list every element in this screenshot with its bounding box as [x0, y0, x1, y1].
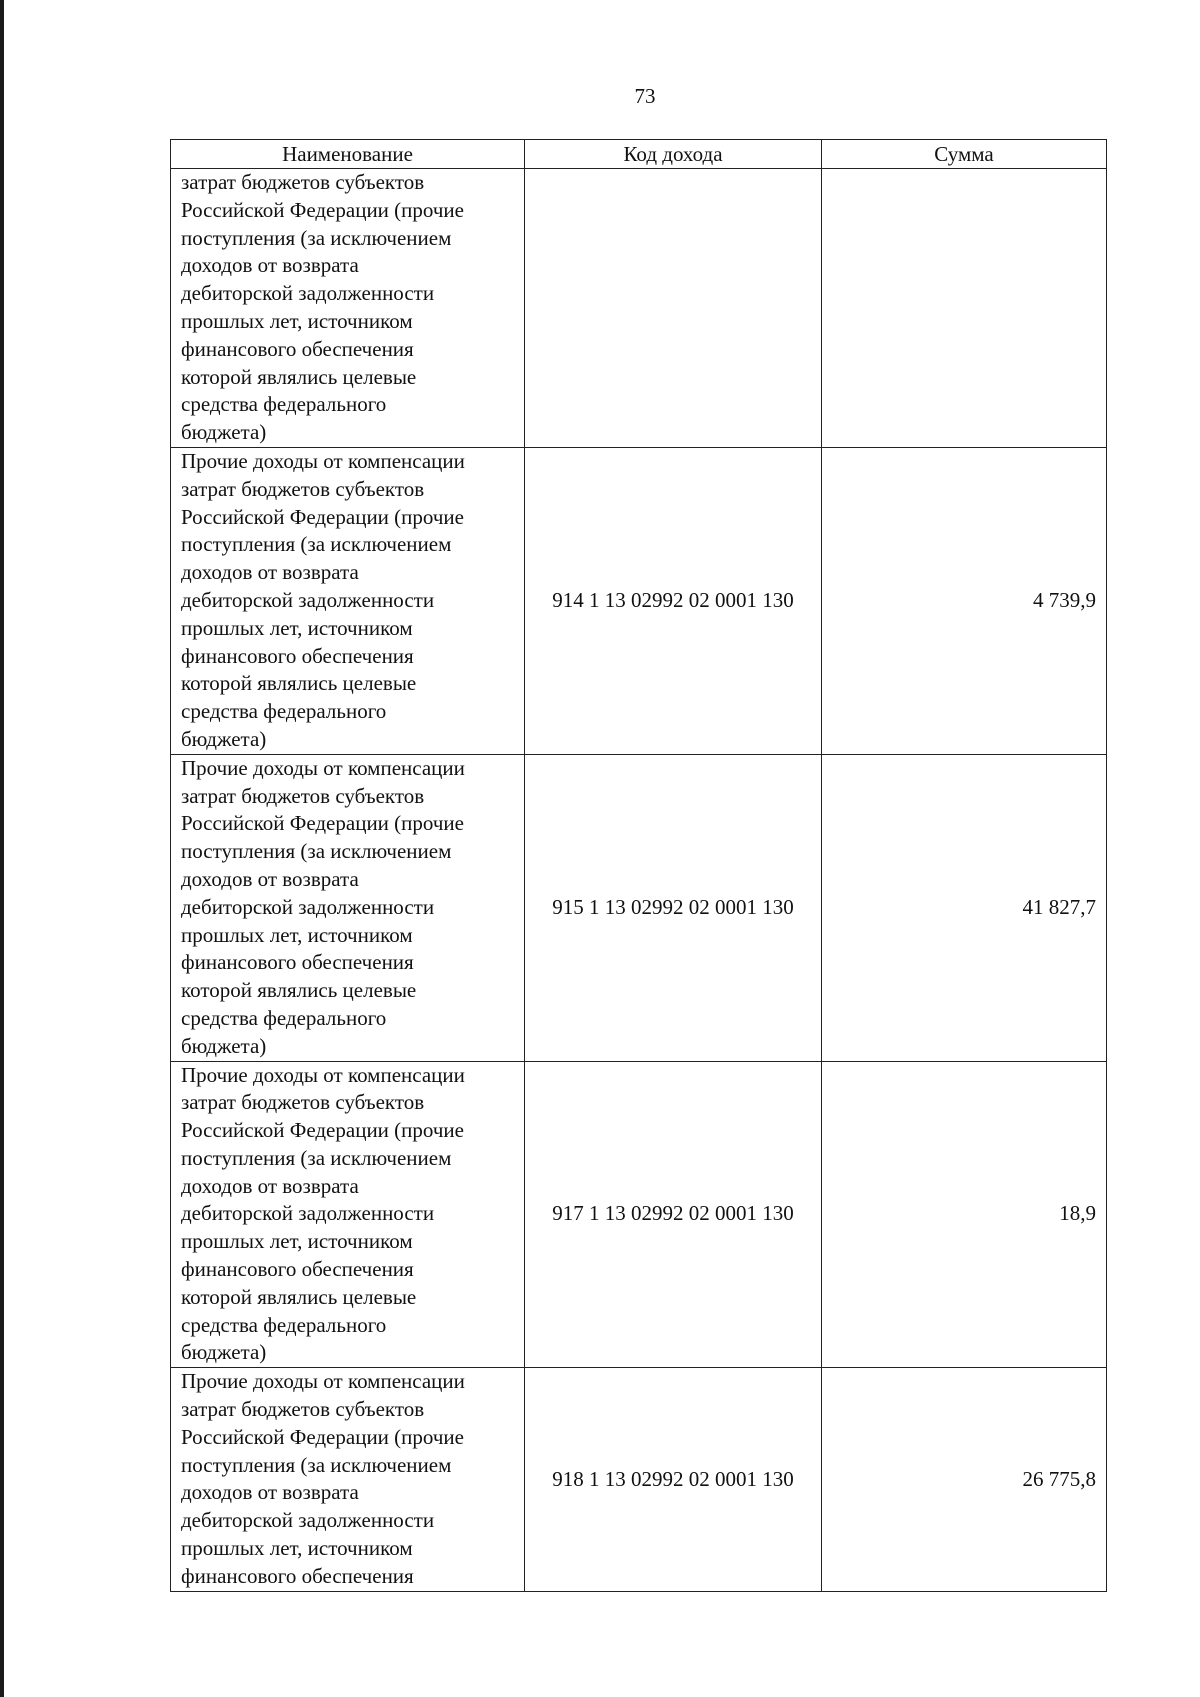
- revenue-name-line: средства федерального: [181, 1312, 387, 1337]
- revenue-sum-cell: 41 827,7: [822, 754, 1107, 1061]
- table-header-row: [171, 140, 1107, 169]
- revenue-sum-cell: [822, 169, 1107, 448]
- revenue-name-line: прошлых лет, источником: [181, 615, 413, 640]
- revenue-name-line: финансового обеспечения: [181, 950, 414, 975]
- revenue-name-line: доходов от возврата: [181, 1173, 359, 1198]
- revenue-name-line: прошлых лет, источником: [181, 1229, 413, 1254]
- page-number: 73: [634, 84, 656, 108]
- revenue-name-line: Российской Федерации (прочие: [181, 197, 464, 222]
- revenue-name-line: затрат бюджетов субъектов: [181, 1397, 425, 1422]
- revenue-name-line: поступления (за исключением: [181, 225, 452, 250]
- revenue-name-line: поступления (за исключением: [181, 1452, 452, 1477]
- revenue-name-line: Прочие доходы от компенсации: [181, 448, 465, 473]
- revenue-name-line: дебиторской задолженности: [181, 1201, 435, 1226]
- revenue-name-line: финансового обеспечения: [181, 1563, 414, 1588]
- revenue-name-cell: [171, 1368, 525, 1591]
- revenue-name-line: прошлых лет, источником: [181, 922, 413, 947]
- revenue-code-cell: 914 1 13 02992 02 0001 130: [525, 447, 822, 754]
- revenue-name-cell: [171, 1061, 525, 1368]
- revenue-name-line: средства федерального: [181, 392, 387, 417]
- revenue-name-line: затрат бюджетов субъектов: [181, 170, 425, 194]
- revenue-name-line: Российской Федерации (прочие: [181, 1118, 464, 1143]
- revenue-name-line: доходов от возврата: [181, 560, 359, 585]
- revenue-name-line: дебиторской задолженности: [181, 587, 435, 612]
- revenue-name-line: бюджета): [181, 726, 267, 751]
- revenue-name-line: доходов от возврата: [181, 253, 359, 278]
- revenue-code-cell: [525, 169, 822, 448]
- revenue-code-cell: 915 1 13 02992 02 0001 130: [525, 754, 822, 1061]
- revenue-name-cell: [171, 169, 525, 448]
- revenue-sum-cell: 4 739,9: [822, 447, 1107, 754]
- table-row: [171, 447, 1107, 754]
- revenue-name-line: затрат бюджетов субъектов: [181, 476, 425, 501]
- header-sum: Сумма: [822, 140, 1107, 169]
- header-name: Наименование: [171, 140, 525, 169]
- revenue-name-line: поступления (за исключением: [181, 839, 452, 864]
- revenue-name-cell: [171, 754, 525, 1061]
- revenue-name-line: дебиторской задолженности: [181, 1508, 435, 1533]
- revenue-name-cell: [171, 447, 525, 754]
- revenue-name-line: доходов от возврата: [181, 866, 359, 891]
- revenue-name-line: бюджета): [181, 420, 267, 445]
- revenue-code-cell: 917 1 13 02992 02 0001 130: [525, 1061, 822, 1368]
- revenue-name-line: бюджета): [181, 1340, 267, 1365]
- revenue-name-line: которой являлись целевые: [181, 978, 417, 1003]
- revenue-name-line: Прочие доходы от компенсации: [181, 1369, 465, 1394]
- revenue-table: [170, 139, 1107, 1592]
- revenue-name-line: Прочие доходы от компенсации: [181, 755, 465, 780]
- revenue-name-line: затрат бюджетов субъектов: [181, 1090, 425, 1115]
- revenue-name-line: финансового обеспечения: [181, 336, 414, 361]
- revenue-name-line: Российской Федерации (прочие: [181, 1424, 464, 1449]
- revenue-name-line: бюджета): [181, 1033, 267, 1058]
- revenue-name-line: финансового обеспечения: [181, 1257, 414, 1282]
- revenue-sum-cell: 18,9: [822, 1061, 1107, 1368]
- revenue-name-line: поступления (за исключением: [181, 1145, 452, 1170]
- table-body: [171, 169, 1107, 1592]
- revenue-name-line: прошлых лет, источником: [181, 1536, 413, 1561]
- header-code: Код дохода: [525, 140, 822, 169]
- table-row: [171, 1061, 1107, 1368]
- revenue-name-line: которой являлись целевые: [181, 671, 417, 696]
- revenue-name-line: Российской Федерации (прочие: [181, 504, 464, 529]
- table-row: [171, 1368, 1107, 1591]
- revenue-name-line: финансового обеспечения: [181, 643, 414, 668]
- revenue-name-line: Российской Федерации (прочие: [181, 811, 464, 836]
- revenue-name-line: дебиторской задолженности: [181, 281, 435, 306]
- revenue-name-line: средства федерального: [181, 1005, 387, 1030]
- revenue-name-line: затрат бюджетов субъектов: [181, 783, 425, 808]
- table-row: [171, 169, 1107, 448]
- table-row: [171, 754, 1107, 1061]
- scan-edge: [0, 0, 4, 1697]
- revenue-code-cell: 918 1 13 02992 02 0001 130: [525, 1368, 822, 1591]
- revenue-name-line: средства федерального: [181, 699, 387, 724]
- revenue-name-line: которой являлись целевые: [181, 1284, 417, 1309]
- revenue-name-line: прошлых лет, источником: [181, 308, 413, 333]
- revenue-name-line: Прочие доходы от компенсации: [181, 1062, 465, 1087]
- revenue-name-line: дебиторской задолженности: [181, 894, 435, 919]
- revenue-name-line: доходов от возврата: [181, 1480, 359, 1505]
- revenue-name-line: которой являлись целевые: [181, 364, 417, 389]
- revenue-name-line: поступления (за исключением: [181, 532, 452, 557]
- revenue-sum-cell: 26 775,8: [822, 1368, 1107, 1591]
